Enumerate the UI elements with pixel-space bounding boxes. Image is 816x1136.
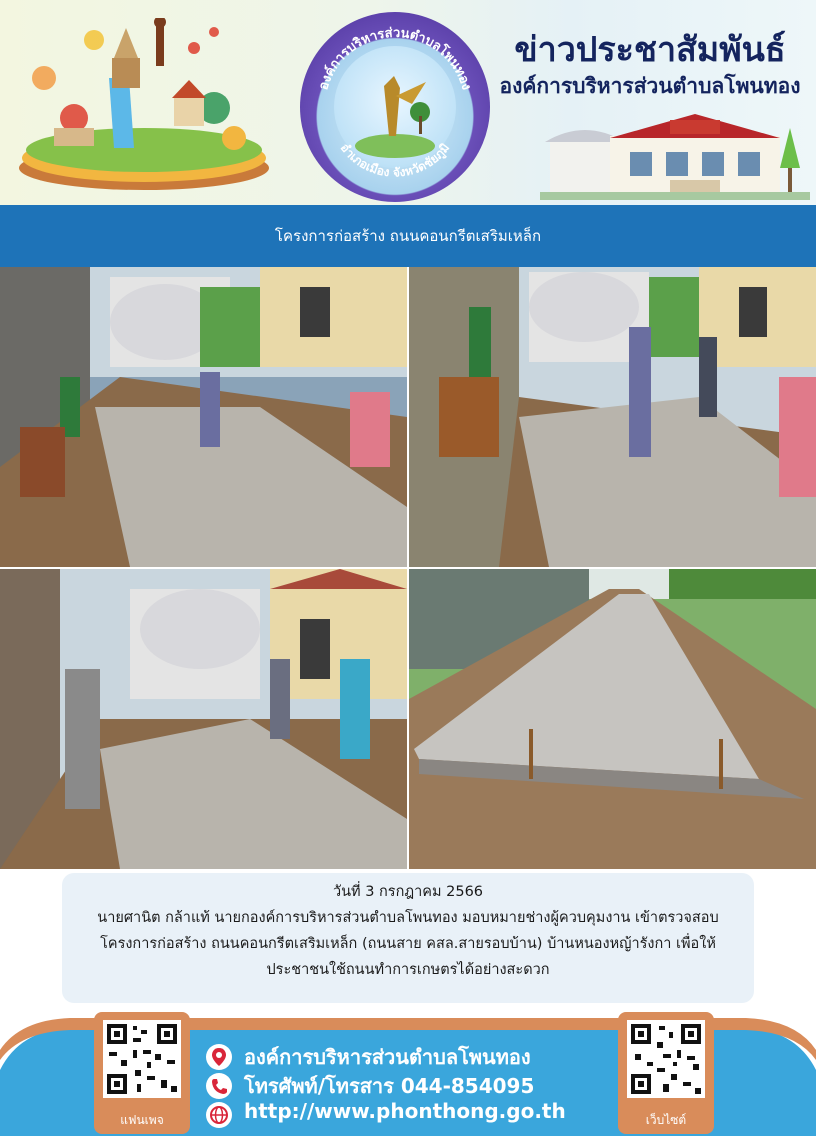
qr-website-label: เว็บไซต์	[645, 1113, 687, 1127]
construction-photo-3	[0, 569, 407, 869]
festival-illustration	[14, 18, 274, 198]
location-icon	[206, 1044, 232, 1070]
qr-fanpage[interactable]	[94, 1012, 190, 1134]
qr-website[interactable]	[618, 1012, 714, 1134]
seal-ring-text	[300, 12, 490, 202]
globe-icon	[206, 1102, 232, 1128]
header	[0, 0, 816, 205]
caption-date: วันที่ 3 กรกฎาคม 2566	[332, 884, 484, 900]
caption-line-1: นายศานิต กล้าแท้ นายกองค์การบริหารส่วนตำบลโพนทอง มอบหมายช่างผู้ควบคุมงาน เข้าตรวจสอบ	[97, 910, 719, 926]
footer-website[interactable]: http://www.phonthong.go.th	[244, 1099, 566, 1123]
project-banner	[0, 205, 816, 267]
page-title: ข่าวประชาสัมพันธ์	[514, 30, 786, 70]
construction-photo-2	[409, 267, 816, 567]
phone-icon	[206, 1073, 232, 1099]
seal-bottom-text: อำเภอเมือง จังหวัดชัยภูมิ	[337, 140, 453, 180]
qr-fanpage-label: แฟนเพจ	[120, 1113, 164, 1127]
footer-org-name: องค์การบริหารส่วนตำบลโพนทอง	[244, 1045, 531, 1069]
construction-photo-1	[0, 267, 407, 567]
caption-line-3: ประชาชนใช้ถนนทำการเกษตรได้อย่างสะดวก	[266, 962, 550, 978]
qr-code-icon	[103, 1020, 181, 1098]
seal-top-text: องค์การบริหารส่วนตำบลโพนทอง	[316, 25, 474, 92]
svg-text:องค์การบริหารส่วนตำบลโพนทอง	[316, 26, 473, 92]
organization-seal	[300, 12, 490, 202]
footer-phone: โทรศัพท์/โทรสาร 044-854095	[244, 1074, 535, 1098]
caption-line-2: โครงการก่อสร้าง ถนนคอนกรีตเสริมเหล็ก (ถนนสาย คสล.สายรอบบ้าน) บ้านหนองหญ้ารังกา เพื่อให้	[100, 936, 716, 952]
construction-photo-4	[409, 569, 816, 869]
footer	[0, 1010, 816, 1136]
office-building-illustration	[540, 108, 810, 200]
svg-text:อำเภอเมือง จังหวัดชัยภูมิ	[338, 141, 453, 180]
page-subtitle: องค์การบริหารส่วนตำบลโพนทอง	[499, 74, 801, 98]
qr-code-icon	[627, 1020, 705, 1098]
banner-text: โครงการก่อสร้าง ถนนคอนกรีตเสริมเหล็ก	[274, 227, 542, 245]
news-caption	[62, 873, 754, 1003]
